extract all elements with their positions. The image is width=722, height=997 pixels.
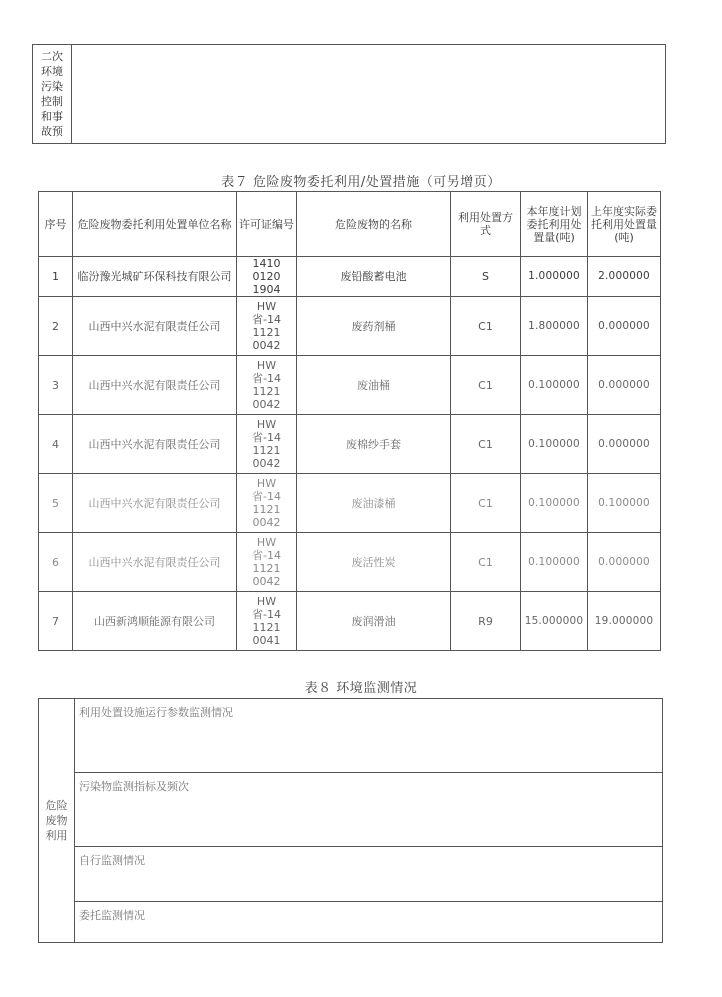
hazardous-waste-disposal-table [38, 191, 661, 651]
table-row [39, 297, 661, 356]
label-line: 危险 [45, 799, 68, 812]
cell-plan: 0.100000 [521, 415, 588, 474]
previous-table-fragment [32, 44, 666, 144]
cell-method: C1 [451, 415, 521, 474]
cell-seq: 7 [39, 592, 73, 651]
label-line: 利用 [45, 829, 68, 842]
table-header-row [39, 192, 661, 257]
cell-last: 0.000000 [588, 533, 661, 592]
cell-last: 19.000000 [588, 592, 661, 651]
cell-plan: 0.100000 [521, 356, 588, 415]
monitoring-section [75, 699, 663, 773]
monitoring-section [75, 847, 663, 902]
section-label: 自行监测情况 [79, 854, 145, 867]
cell-waste: 废油桶 [297, 356, 451, 415]
table8-caption: 表８ 环境监测情况 [304, 681, 418, 696]
header-waste: 危险废物的名称 [297, 192, 451, 257]
header-permit: 许可证编号 [237, 192, 297, 257]
label-line: 和事 [41, 110, 63, 123]
cell-method: C1 [451, 474, 521, 533]
monitoring-section [75, 902, 663, 943]
cell-seq: 3 [39, 356, 73, 415]
label-line: 废物 [45, 814, 68, 827]
cell-plan: 0.100000 [521, 533, 588, 592]
cell-last: 0.000000 [588, 356, 661, 415]
environmental-monitoring-table [38, 698, 663, 943]
cell-waste: 废润滑油 [297, 592, 451, 651]
table-row [39, 474, 661, 533]
cell-seq: 5 [39, 474, 73, 533]
cell-permit: 141001201904 [237, 257, 297, 297]
cell-method: C1 [451, 356, 521, 415]
header-seq: 序号 [39, 192, 73, 257]
cell-method: C1 [451, 533, 521, 592]
cell-last: 0.000000 [588, 415, 661, 474]
cell-unit: 山西中兴水泥有限责任公司 [73, 356, 237, 415]
monitoring-section [75, 773, 663, 847]
cell-seq: 4 [39, 415, 73, 474]
cell-plan: 1.000000 [521, 257, 588, 297]
cell-permit: HW省-1411210042 [237, 415, 297, 474]
cell-seq: 1 [39, 257, 73, 297]
cell-plan: 1.800000 [521, 297, 588, 356]
table7-caption: 表７ 危险废物委托利用/处置措施（可另增页） [221, 175, 501, 190]
label-line: 环境 [41, 65, 63, 78]
cell-last: 2.000000 [588, 257, 661, 297]
cell-plan: 0.100000 [521, 474, 588, 533]
cell-unit: 山西中兴水泥有限责任公司 [73, 415, 237, 474]
cell-waste: 废药剂桶 [297, 297, 451, 356]
cell-last: 0.000000 [588, 297, 661, 356]
cell-permit: HW省-1411210041 [237, 592, 297, 651]
cell-seq: 6 [39, 533, 73, 592]
cell-unit: 山西新鸿顺能源有限公司 [73, 592, 237, 651]
table-row [39, 257, 661, 297]
secondary-pollution-label [33, 45, 72, 144]
section-label: 污染物监测指标及频次 [79, 780, 189, 793]
cell-permit: HW省-1411210042 [237, 533, 297, 592]
header-last: 上年度实际委托利用处置量(吨) [588, 192, 661, 257]
cell-unit: 山西中兴水泥有限责任公司 [73, 297, 237, 356]
cell-permit: HW省-1411210042 [237, 474, 297, 533]
cell-method: R9 [451, 592, 521, 651]
header-plan: 本年度计划委托利用处置量(吨) [521, 192, 588, 257]
header-method: 利用处置方式 [451, 192, 521, 257]
cell-waste: 废油漆桶 [297, 474, 451, 533]
label-line: 污染 [41, 80, 63, 93]
label-line: 故预 [41, 125, 63, 138]
cell-unit: 山西中兴水泥有限责任公司 [73, 474, 237, 533]
cell-waste: 废铅酸蓄电池 [297, 257, 451, 297]
cell-waste: 废棉纱手套 [297, 415, 451, 474]
header-unit: 危险废物委托利用处置单位名称 [73, 192, 237, 257]
secondary-pollution-content [72, 45, 666, 144]
cell-plan: 15.000000 [521, 592, 588, 651]
cell-method: S [451, 257, 521, 297]
cell-method: C1 [451, 297, 521, 356]
table-row [39, 415, 661, 474]
table-row [39, 533, 661, 592]
cell-permit: HW省-1411210042 [237, 297, 297, 356]
cell-last: 0.100000 [588, 474, 661, 533]
table-row [39, 356, 661, 415]
cell-unit: 临汾豫光城矿环保科技有限公司 [73, 257, 237, 297]
cell-waste: 废活性炭 [297, 533, 451, 592]
label-line: 控制 [41, 95, 63, 108]
cell-permit: HW省-1411210042 [237, 356, 297, 415]
table-row [39, 592, 661, 651]
cell-unit: 山西中兴水泥有限责任公司 [73, 533, 237, 592]
section-label: 委托监测情况 [79, 909, 145, 922]
cell-seq: 2 [39, 297, 73, 356]
section-label: 利用处置设施运行参数监测情况 [79, 706, 233, 719]
label-line: 二次 [41, 50, 63, 63]
hazardous-waste-use-label [39, 699, 75, 943]
